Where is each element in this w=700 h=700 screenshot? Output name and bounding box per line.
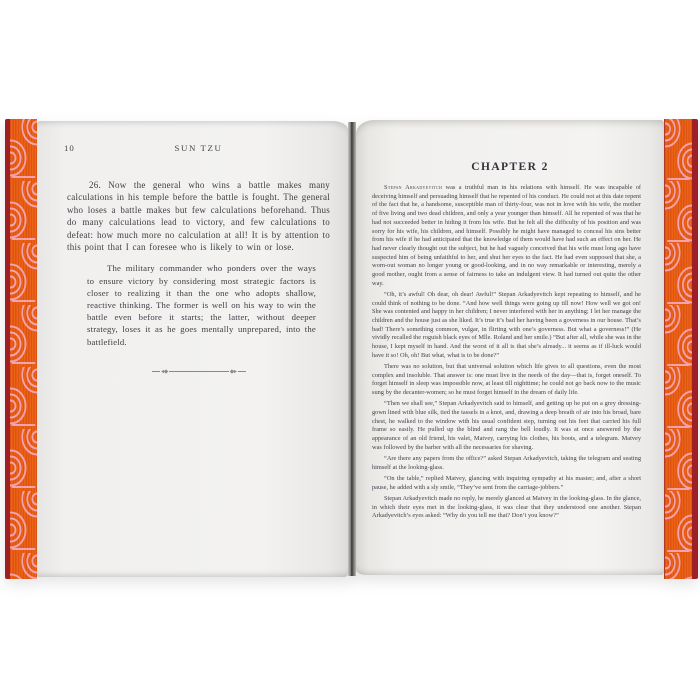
novel-paragraph: Stepan Arkadyevitch made no reply, he merely glanced at Matvey in the looking-glass. In the glance, in which their eyes met in the looking-glass, it was clear that they understood one another. Stepan Arkadyevitch’s eyes asked: “Why do you tell me that? Don’t you know?”: [372, 494, 641, 520]
novel-paragraph: “Oh, it’s awful! Oh dear, oh dear! Awful!” Stepan Arkadyevitch kept repeating to himself, and he could think of nothing to be done. “And how well things were going up till now! How well we got on! She was contented and happy in her children; I never interfered with her in anything; I let her manage the children and the house just as she liked. It’s true it’s bad her having been a governess in our house. That’s bad! There’s something common, vulgar, in flirting with one’s governess. But what a governess!” (He vividly recalled the roguish black eyes of Mlle. Roland and her smile.) “But after all, while she was in the house, I kept myself in hand. And the worst of it all is that she’s already... it seems as if ill-luck would have it so! Oh, oh! But what, what is to be done?”: [372, 290, 641, 359]
right-page-body: [372, 184, 641, 521]
section-divider: [151, 363, 247, 381]
right-page: [356, 120, 664, 575]
running-header: SUN TZU: [174, 143, 223, 153]
cover-pattern-left-icon: [10, 119, 37, 579]
sun-tzu-paragraph: 26. Now the general who wins a battle makes many calculations in his temple before the battle is fought. The general who loses a battle makes but few calculations beforehand. Thus do many calculations lead to victory, and few calculations to defeat: how much more no calculation at all! It is by attention to this point that I can foresee who is likely to win or lose.: [67, 180, 330, 253]
cover-pattern-right-icon: [665, 119, 692, 579]
left-page-header: [64, 143, 330, 155]
left-page-body: [67, 179, 330, 381]
book-cover-left-edge: [5, 119, 37, 579]
novel-paragraph: “Are there any papers from the office?” asked Stepan Arkadyevitch, taking the telegram and seating himself at the looking-glass.: [372, 455, 641, 471]
novel-paragraph: “Then we shall see,” Stepan Arkadyevitch said to himself, and getting up he put on a grey dressing-gown lined with blue silk, tied the tassels in a knot, and, drawing a deep breath of air into his broad, bare chest, he walked to the window with his usual confident step, turning out his feet that carried his full frame so easily. He pulled up the blind and rang the bell loudly. It was at once answered by the appearance of an old friend, his valet, Matvey, carrying his clothes, his boots, and a telegram. Matvey was followed by the barber with all the necessaries for shaving.: [372, 400, 641, 451]
open-book-spread: [5, 119, 698, 579]
novel-paragraph: There was no solution, but that universal solution which life gives to all questions, even the most complex and insoluble. That answer is: one must live in the needs of the day—that is, forget oneself. To forget himself in sleep was impossible now, at least till nighttime; he could not go back now to the music sung by the decanter-women; so he must forget himself in the dream of daily life.: [372, 363, 641, 397]
book-cover-right-edge: [664, 119, 698, 579]
page-number: 10: [64, 143, 75, 153]
left-page: [37, 121, 348, 577]
commentary-paragraph: The military commander who ponders over the ways to ensure victory by considering most strategic factors is closer to realizing it than the one who adopts shallow, reactive thinking. The former is well on his way to win the battle even before it starts; the latter, without deeper strategy, loses it as he goes mentally unprepared, into the battlefield.: [87, 263, 316, 347]
book-gutter: [348, 122, 356, 576]
divider-ornament-icon: [151, 367, 247, 376]
paragraph-text: was a truthful man in his relations with himself. He was incapable of deceiving himself and persuading himself that he repented of his conduct. He could not at this date repent of the fact that he, a handsome, susceptible man of thirty-four, was not in love with his wife, the mother of five living and two dead children, and only a year younger than himself. All he repented of was that he had not succeeded better in hiding it from his wife. But he felt all the difficulty of his position and was sorry for his wife, his children, and himself. Possibly he might have managed to conceal his sins better from his wife if he had anticipated that the knowledge of them would have had such an effect on her. He had never clearly thought out the subject, but he had vaguely conceived that his wife must long ago have suspected him of being unfaithful to her, and shut her eyes to the fact. He had even supposed that she, a worn-out woman no longer young or good-looking, and in no way remarkable or interesting, merely a good mother, ought from a sense of fairness to take an indulgent view. It had turned out quite the other way.: [372, 184, 641, 287]
novel-paragraph: [372, 184, 641, 288]
opening-small-caps: Stepan Arkadyevitch: [384, 184, 443, 191]
novel-paragraph: “On the table,” replied Matvey, glancing with inquiring sympathy at his master; and, after a short pause, he added with a sly smile, “They’ve sent from the carriage-jobbers.”: [372, 475, 641, 491]
chapter-heading: CHAPTER 2: [471, 161, 549, 173]
